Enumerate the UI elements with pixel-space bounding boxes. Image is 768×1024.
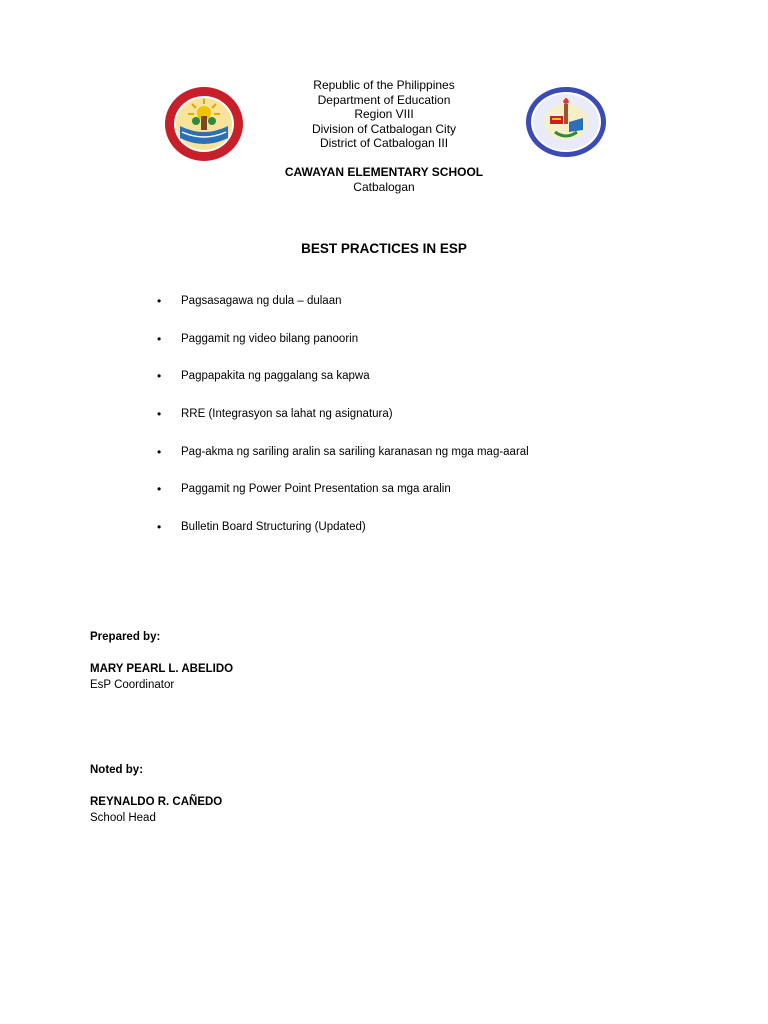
list-item: • Pagsasagawa ng dula – dulaan [157, 294, 342, 308]
header-line-department: Department of Education [317, 92, 451, 107]
noted-by-label: Noted by: [90, 764, 144, 776]
bullet-icon: • [157, 369, 162, 384]
list-item: • RRE (Integrasyon sa lahat ng asignatura) [157, 407, 393, 422]
school-location: Catbalogan [353, 179, 415, 194]
bullet-icon: • [157, 444, 162, 459]
list-item: • Paggamit ng video bilang panoorin [157, 331, 359, 346]
header-line-region: Region VIII [354, 107, 414, 122]
school-name: CAWAYAN ELEMENTARY SCHOOL [284, 164, 484, 179]
prepared-by-name: MARY PEARL L. ABELIDO [90, 663, 234, 675]
letterhead [234, 78, 534, 194]
prepared-by-role: EsP Coordinator [90, 679, 175, 691]
list-item: • Bulletin Board Structuring (Updated) [157, 520, 366, 535]
prepared-by-block [90, 629, 233, 693]
bullet-icon: • [157, 294, 162, 308]
bullet-icon: • [157, 482, 162, 497]
division-seal-logo [164, 86, 244, 162]
list-item: • Pag-akma ng sariling aralin sa sariling karanasan ng mga mag-aaral [157, 444, 529, 459]
header-line-district: District of Catbalogan III [319, 136, 449, 151]
noted-by-block [90, 762, 222, 826]
noted-by-role: School Head [90, 812, 156, 824]
list-item: • Pagpapakita ng paggalang sa kapwa [157, 369, 370, 384]
noted-by-name: REYNALDO R. CAÑEDO [90, 796, 223, 808]
list-item: • Paggamit ng Power Point Presentation sa mga aralin [157, 482, 451, 497]
school-seal-logo [525, 86, 607, 158]
bullet-icon: • [157, 520, 162, 535]
document-title: BEST PRACTICES IN ESP [301, 241, 467, 256]
header-line-division: Division of Catbalogan City [311, 121, 457, 136]
practices-list [157, 293, 529, 557]
prepared-by-label: Prepared by: [90, 631, 161, 643]
bullet-icon: • [157, 331, 162, 346]
header-line-country: Republic of the Philippines [313, 78, 455, 92]
bullet-icon: • [157, 407, 162, 422]
